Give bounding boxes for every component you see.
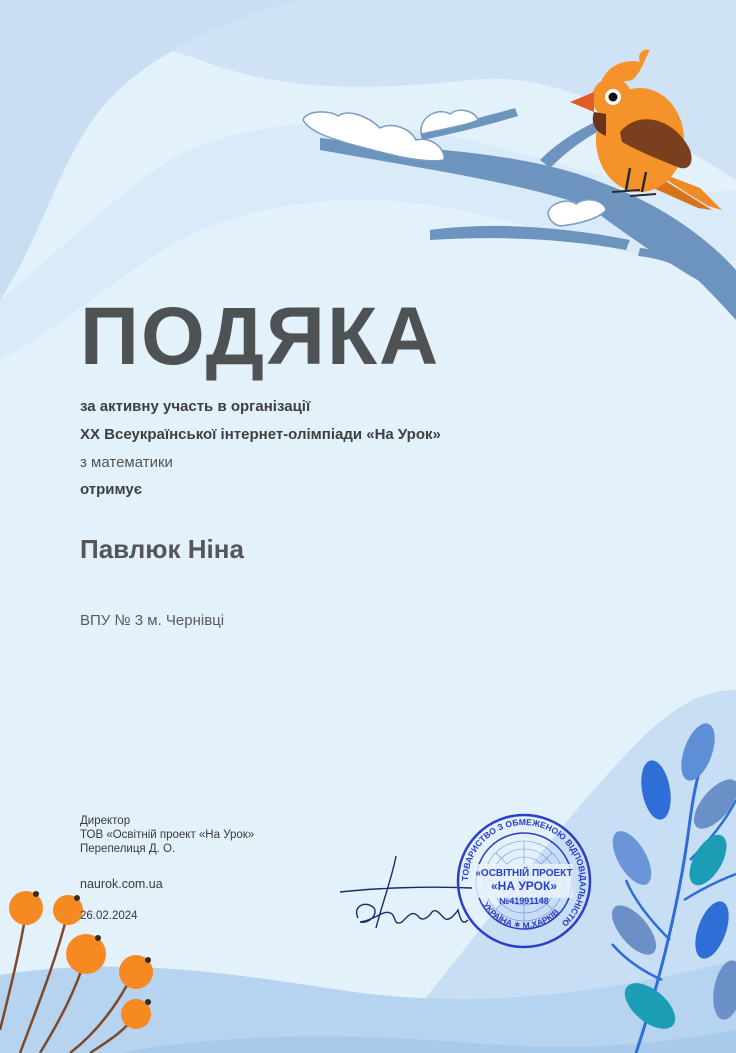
- receives-line: отримує: [80, 481, 143, 498]
- stamp-line-2: «НА УРОК»: [491, 879, 557, 893]
- issue-date: 26.02.2024: [80, 910, 138, 922]
- signatory-organization: ТОВ «Освітній проект «На Урок»: [80, 829, 255, 841]
- stamp-code: №41991148: [499, 896, 549, 906]
- stamp-line-1: «ОСВІТНІЙ ПРОЕКТ: [475, 868, 573, 879]
- signatory-name: Перепелиця Д. О.: [80, 843, 176, 855]
- certificate-title: ПОДЯКА: [80, 291, 441, 382]
- website-link[interactable]: naurok.com.ua: [80, 877, 163, 891]
- recipient-name: Павлюк Ніна: [80, 534, 244, 564]
- subtitle-line-1: за активну участь в організації: [80, 398, 311, 415]
- subject-line: з математики: [80, 454, 173, 471]
- organization-stamp: [455, 812, 593, 950]
- stamp-bottom-text: УКРАЇНА ✶ М.ХАРКІВ: [480, 900, 561, 931]
- signatory-position: Директор: [80, 815, 131, 827]
- school-name: ВПУ № 3 м. Чернівці: [80, 612, 225, 629]
- subtitle-line-2: XX Всеукраїнської інтернет-олімпіади «На Урок»: [80, 426, 441, 443]
- stamp-ring-text: ТОВАРИСТВО З ОБМЕЖЕНОЮ ВІДПОВІДАЛЬНІСТЮ: [459, 816, 589, 929]
